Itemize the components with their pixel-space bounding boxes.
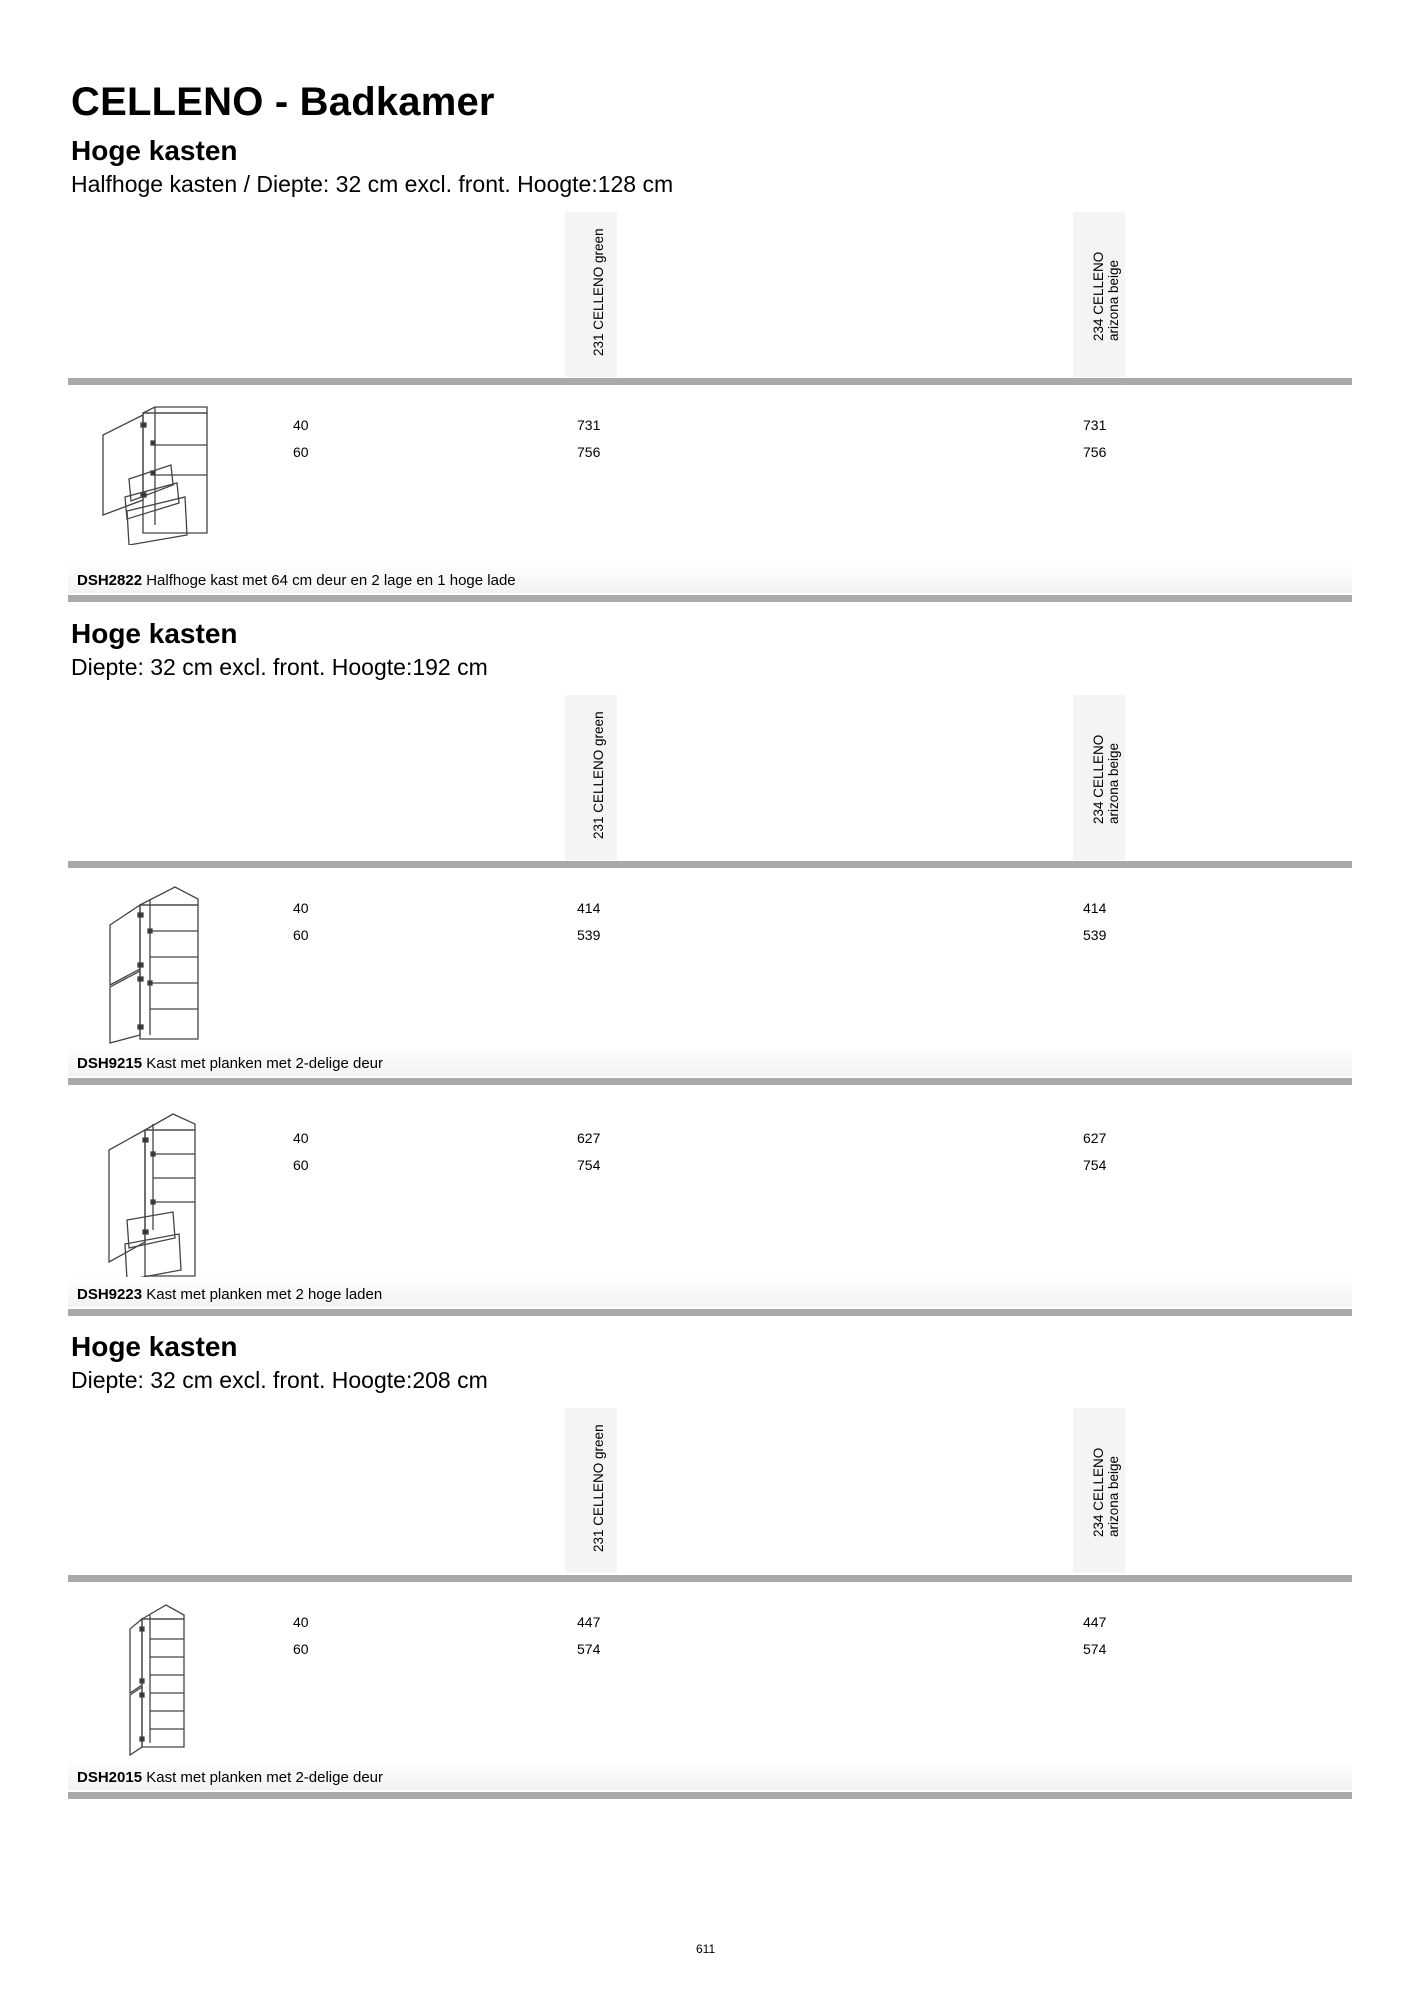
section-subtitle: Diepte: 32 cm excl. front. Hoogte:208 cm: [71, 1367, 488, 1393]
width-cell: 40: [293, 900, 309, 916]
price-cell: 731: [1083, 417, 1107, 433]
price-cell: 627: [577, 1130, 601, 1146]
column-header-line: arizona beige: [1106, 742, 1121, 824]
page-title: CELLENO - Badkamer: [71, 80, 495, 124]
price-cell: 539: [577, 927, 601, 943]
width-cell: 40: [293, 417, 309, 433]
product-description: Kast met planken met 2-delige deur: [146, 1055, 384, 1072]
width-cell: 60: [293, 1641, 309, 1657]
price-cell: 756: [577, 444, 601, 460]
section-subtitle: Halfhoge kasten / Diepte: 32 cm excl. front. Hoogte:128 cm: [71, 171, 674, 197]
column-header-green: [565, 1408, 617, 1573]
column-header-line: arizona beige: [1106, 1455, 1121, 1537]
column-header-line: 231 CELLENO green: [591, 228, 606, 356]
page-number: 611: [696, 1942, 716, 1956]
product-code: DSH9215: [77, 1055, 143, 1072]
price-cell: 447: [577, 1614, 601, 1630]
tall-cabinet-shelves-two-drawers-icon: [105, 1110, 205, 1285]
price-cell: 414: [1083, 900, 1107, 916]
product-description-band: [68, 1046, 1352, 1076]
column-header-line: 234 CELLENO: [1091, 1447, 1106, 1537]
product-description-band: [68, 1760, 1352, 1790]
header-divider: [68, 1575, 1352, 1582]
price-cell: 414: [577, 900, 601, 916]
section-heading: Hoge kasten: [71, 135, 238, 166]
column-header-line: 231 CELLENO green: [591, 1424, 606, 1552]
product-description: Kast met planken met 2 hoge laden: [146, 1286, 383, 1303]
product-description-band: [68, 1277, 1352, 1307]
column-header-beige: [1073, 212, 1125, 377]
width-cell: 60: [293, 444, 309, 460]
row-divider: [68, 1078, 1352, 1085]
tall-cabinet-shelves-two-part-door-icon: [100, 885, 205, 1050]
price-cell: 539: [1083, 927, 1107, 943]
product-description: Halfhoge kast met 64 cm deur en 2 lage en 1 hoge lade: [146, 572, 516, 589]
column-header-line: 234 CELLENO: [1091, 251, 1106, 341]
price-cell: 574: [1083, 1641, 1107, 1657]
section-subtitle: Diepte: 32 cm excl. front. Hoogte:192 cm: [71, 654, 488, 680]
section-heading: Hoge kasten: [71, 1331, 238, 1362]
price-cell: 627: [1083, 1130, 1107, 1146]
price-cell: 574: [577, 1641, 601, 1657]
price-cell: 754: [1083, 1157, 1107, 1173]
extra-tall-cabinet-shelves-icon: [112, 1603, 192, 1763]
width-cell: 40: [293, 1130, 309, 1146]
product-code: DSH2015: [77, 1769, 143, 1786]
row-divider: [68, 1792, 1352, 1799]
width-cell: 60: [293, 1157, 309, 1173]
column-header-line: 234 CELLENO: [1091, 734, 1106, 824]
column-header-green: [565, 212, 617, 377]
price-cell: 447: [1083, 1614, 1107, 1630]
product-description-band: [68, 563, 1352, 593]
product-code: DSH2822: [77, 572, 143, 589]
price-cell: 731: [577, 417, 601, 433]
section-heading: Hoge kasten: [71, 618, 238, 649]
product-description: Kast met planken met 2-delige deur: [146, 1769, 384, 1786]
product-code: DSH9223: [77, 1286, 143, 1303]
price-cell: 756: [1083, 444, 1107, 460]
width-cell: 60: [293, 927, 309, 943]
header-divider: [68, 861, 1352, 868]
price-cell: 754: [577, 1157, 601, 1173]
column-header-green: [565, 695, 617, 860]
width-cell: 40: [293, 1614, 309, 1630]
column-header-line: 231 CELLENO green: [591, 711, 606, 839]
row-divider: [68, 1309, 1352, 1316]
row-divider: [68, 595, 1352, 602]
column-header-line: arizona beige: [1106, 259, 1121, 341]
column-header-beige: [1073, 1408, 1125, 1573]
column-header-beige: [1073, 695, 1125, 860]
header-divider: [68, 378, 1352, 385]
half-high-cabinet-door-drawers-icon: [95, 405, 215, 550]
